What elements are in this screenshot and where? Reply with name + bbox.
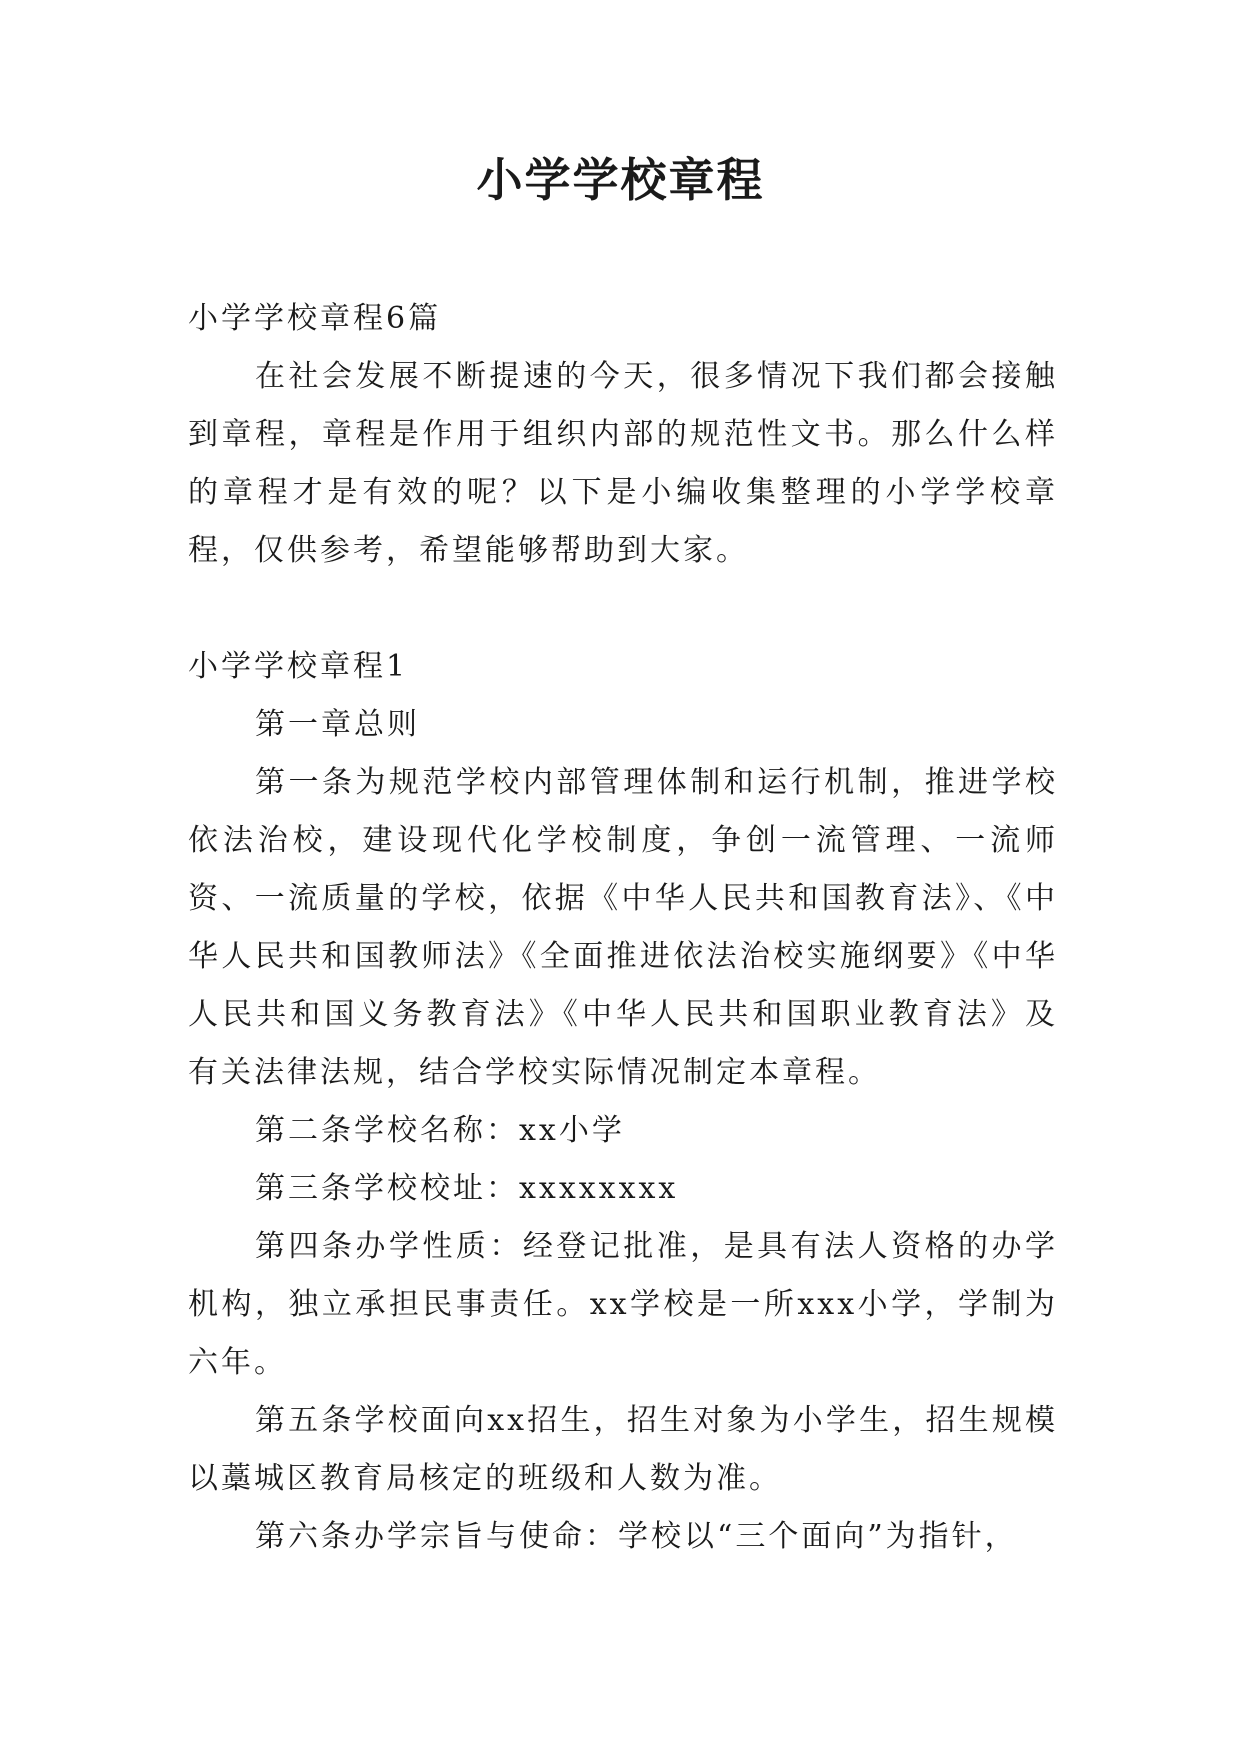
paragraph-spacer: [188, 580, 1058, 638]
article-paragraph: 第二条学校名称：xx小学: [255, 1113, 625, 1148]
article-paragraph: 第六条办学宗旨与使命：学校以“三个面向”为指针，: [255, 1519, 1018, 1554]
article-paragraph: 第四条办学性质：经登记批准，是具有法人资格的办学机构，独立承担民事责任。xx学校是一所xxx小学，学制为六年。: [188, 1229, 1058, 1380]
article-paragraph: 第五条学校面向xx招生，招生对象为小学生，招生规模以藁城区教育局核定的班级和人数为准。: [188, 1403, 1058, 1496]
article-paragraph: 第三条学校校址：xxxxxxxx: [255, 1171, 679, 1206]
article-paragraph: 第一条为规范学校内部管理体制和运行机制，推进学校依法治校，建设现代化学校制度，争创一流管理、一流师资、一流质量的学校，依据《中华人民共和国教育法》、《中华人民共和国教师法》《全面推进依法治校实施纲要》《中华人民共和国义务教育法》《中华人民共和国职业教育法》及有关法律法规，结合学校实际情况制定本章程。: [188, 765, 1058, 1090]
section-heading: 小学学校章程1: [188, 649, 409, 684]
intro-paragraph: 在社会发展不断提速的今天，很多情况下我们都会接触到章程，章程是作用于组织内部的规范性文书。那么什么样的章程才是有效的呢？以下是小编收集整理的小学学校章程，仅供参考，希望能够帮助到大家。: [188, 359, 1058, 568]
document-subtitle: 小学学校章程6篇: [188, 301, 442, 336]
chapter-heading: 第一章总则: [255, 707, 420, 742]
document-title: 小学学校章程: [476, 153, 765, 207]
document-body: [188, 290, 1058, 1566]
